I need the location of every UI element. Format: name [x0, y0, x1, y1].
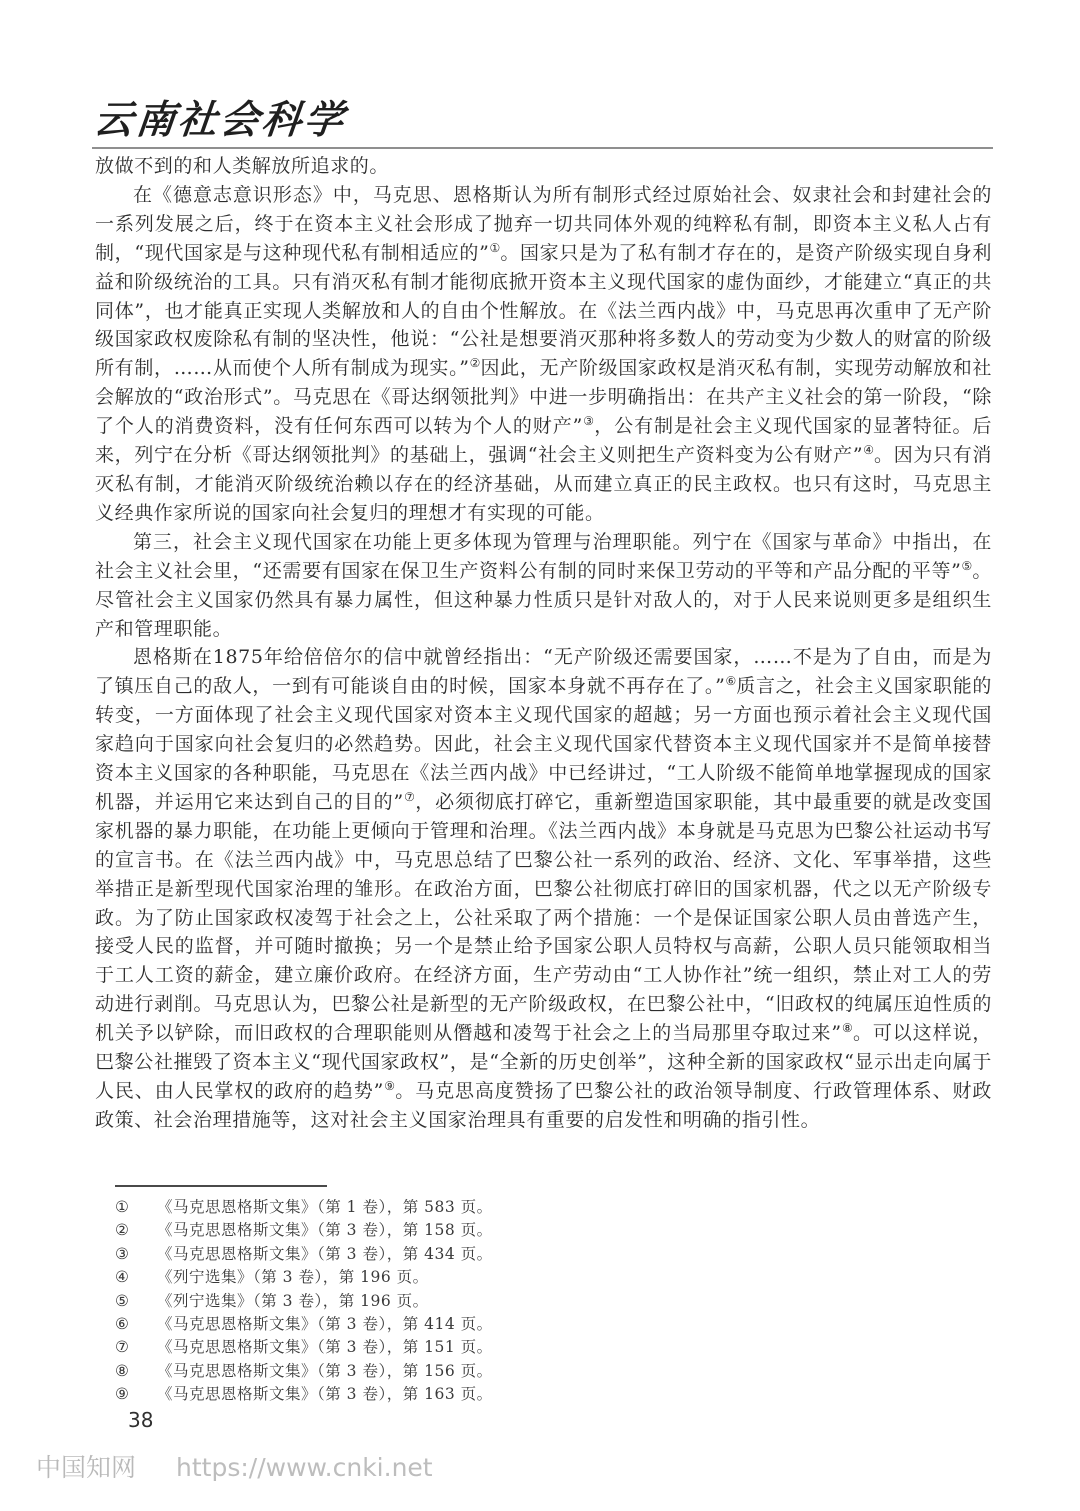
- footnote-text: 《马克思恩格斯文集》（第 3 卷），第 434 页。: [157, 1244, 493, 1263]
- footnote-ref: ⑧: [841, 1021, 853, 1036]
- footnote-marker: ⑧: [115, 1361, 130, 1380]
- footnote-marker: ⑨: [115, 1385, 130, 1404]
- footnote-text: 《马克思恩格斯文集》（第 3 卷），第 156 页。: [157, 1361, 493, 1380]
- footnote-ref: ④: [863, 443, 875, 458]
- footnote-separator: [115, 1185, 327, 1187]
- footnote-ref: ⑥: [725, 674, 737, 689]
- footnote-marker: ⑥: [115, 1315, 130, 1334]
- footnote-ref: ⑦: [403, 789, 416, 804]
- footnote-marker: ⑦: [115, 1338, 130, 1357]
- footnote-text: 《列宁选集》（第 3 卷），第 196 页。: [157, 1291, 429, 1310]
- footnote-ref: ①: [489, 240, 501, 255]
- article-body: [95, 152, 992, 1135]
- footnote-text: 《马克思恩格斯文集》（第 3 卷），第 163 页。: [157, 1385, 493, 1404]
- footnote-text: 《马克思恩格斯文集》（第 3 卷），第 151 页。: [157, 1338, 493, 1357]
- footnote-ref: ⑤: [961, 558, 973, 573]
- footnote-text: 《马克思恩格斯文集》（第 3 卷），第 414 页。: [157, 1315, 493, 1334]
- footnote-list: [115, 1196, 955, 1407]
- body-paragraph: 恩格斯在1875年给倍倍尔的信中就曾经指出：“无产阶级还需要国家，……不是为了自由，而是为了镇压自己的敌人，一到有可能谈自由的时候，国家本身就不再存在了。”⑥质言之，社会主义国家职能的转变，一方面体现了社会主义现代国家对资本主义现代国家的超越；另一方面也预示着社会主义现代国家趋向于国家向社会复归的必然趋势。因此，社会主义现代国家代替资本主义现代国家并不是简单接替资本主义国家的各种职能，马克思在《法兰西内战》中已经讲过，“工人阶级不能简单地掌握现成的国家机器，并运用它来达到自己的目的”⑦，必须彻底打碎它，重新塑造国家职能，其中最重要的就是改变国家机器的暴力职能，在功能上更倾向于管理和治理。《法兰西内战》本身就是马克思为巴黎公社运动书写的宣言书。在《法兰西内战》中，马克思总结了巴黎公社一系列的政治、经济、文化、军事举措，这些举措正是新型现代国家治理的雏形。在政治方面，巴黎公社彻底打碎旧的国家机器，代之以无产阶级专政。为了防止国家政权凌驾于社会之上，公社采取了两个措施：一个是保证国家公职人员由普选产生，接受人民的监督，并可随时撤换；另一个是禁止给予国家公职人员特权与高薪，公职人员只能领取相当于工人工资的薪金，建立廉价政府。在经济方面，生产劳动由“工人协作社”统一组织，禁止对工人的劳动进行剥削。马克思认为，巴黎公社是新型的无产阶级政权，在巴黎公社中，“旧政权的纯属压迫性质的机关予以铲除，而旧政权的合理职能则从僭越和凌驾于社会之上的当局那里夺取过来”⑧。可以这样说，巴黎公社摧毁了资本主义“现代国家政权”，是“全新的历史创举”，这种全新的国家政权“显示出走向属于人民、由人民掌权的政府的趋势”⑨。马克思高度赞扬了巴黎公社的政治领导制度、行政管理体系、财政政策、社会治理措施等，这对社会主义国家治理具有重要的启发性和明确的指引性。: [95, 646, 993, 1131]
- footnote-ref: ②: [469, 356, 481, 371]
- footnote-item: [115, 1290, 955, 1313]
- page-number: 38: [128, 1408, 154, 1432]
- footnote-marker: ②: [115, 1221, 130, 1240]
- footnote-marker: ⑤: [115, 1291, 130, 1310]
- footnote-ref: ③: [582, 414, 595, 429]
- footnote-text: 《马克思恩格斯文集》（第 3 卷），第 158 页。: [157, 1221, 493, 1240]
- body-paragraph: 放做不到的和人类解放所追求的。: [95, 155, 390, 177]
- footnote-ref: ⑨: [383, 1079, 396, 1093]
- footnote-marker: ④: [115, 1268, 130, 1287]
- footnote-item: [115, 1196, 955, 1219]
- cnki-url: https://www.cnki.net: [176, 1453, 433, 1482]
- footnote-item: [115, 1313, 955, 1336]
- header-rule: [92, 147, 993, 149]
- journal-logo: 云南社会科学: [91, 97, 349, 143]
- footnote-item: [115, 1360, 955, 1383]
- footnote-text: 《列宁选集》（第 3 卷），第 196 页。: [157, 1268, 429, 1287]
- footnote-marker: ①: [115, 1198, 130, 1216]
- footnote-item: [115, 1383, 955, 1406]
- footnote-marker: ③: [115, 1244, 130, 1263]
- footnote-item: [115, 1266, 955, 1289]
- footnote-item: [115, 1243, 955, 1266]
- footnote-item: [115, 1336, 955, 1359]
- body-paragraph: 第三，社会主义现代国家在功能上更多体现为管理与治理职能。列宁在《国家与革命》中指出，在社会主义社会里，“还需要有国家在保卫生产资料公有制的同时来保卫劳动的平等和产品分配的平等”⑤。尽管社会主义国家仍然具有暴力属性，但这种暴力性质只是针对敌人的，对于人民来说则更多是组织生产和管理职能。: [95, 530, 992, 640]
- cnki-site-name: 中国知网: [36, 1453, 137, 1482]
- footnote-text: 《马克思恩格斯文集》（第 1 卷），第 583 页。: [157, 1198, 493, 1216]
- cnki-watermark: [36, 1448, 433, 1484]
- body-paragraph: 在《德意志意识形态》中，马克思、恩格斯认为所有制形式经过原始社会、奴隶社会和封建社会的一系列发展之后，终于在资本主义社会形成了抛弃一切共同体外观的纯粹私有制，即资本主义私人占有制，“现代国家是与这种现代私有制相适应的”①。国家只是为了私有制才存在的，是资产阶级实现自身利益和阶级统治的工具。只有消灭私有制才能彻底掀开资本主义现代国家的虚伪面纱，才能建立“真正的共同体”，也才能真正实现人类解放和人的自由个性解放。在《法兰西内战》中，马克思再次重申了无产阶级国家政权废除私有制的坚决性，他说：“公社是想要消灭那种将多数人的劳动变为少数人的财富的阶级所有制，……从而使个人所有制成为现实。”②因此，无产阶级国家政权是消灭私有制，实现劳动解放和社会解放的“政治形式”。马克思在《哥达纲领批判》中进一步明确指出：在共产主义社会的第一阶段，“除了个人的消费资料，没有任何东西可以转为个人的财产”③，公有制是社会主义现代国家的显著特征。后来，列宁在分析《哥达纲领批判》的基础上，强调“社会主义则把生产资料变为公有财产”④。因为只有消灭私有制，才能消灭阶级统治赖以存在的经济基础，从而建立真正的民主政权。也只有这时，马克思主义经典作家所说的国家向社会复归的理想才有实现的可能。: [95, 183, 992, 524]
- footnote-item: [115, 1219, 955, 1242]
